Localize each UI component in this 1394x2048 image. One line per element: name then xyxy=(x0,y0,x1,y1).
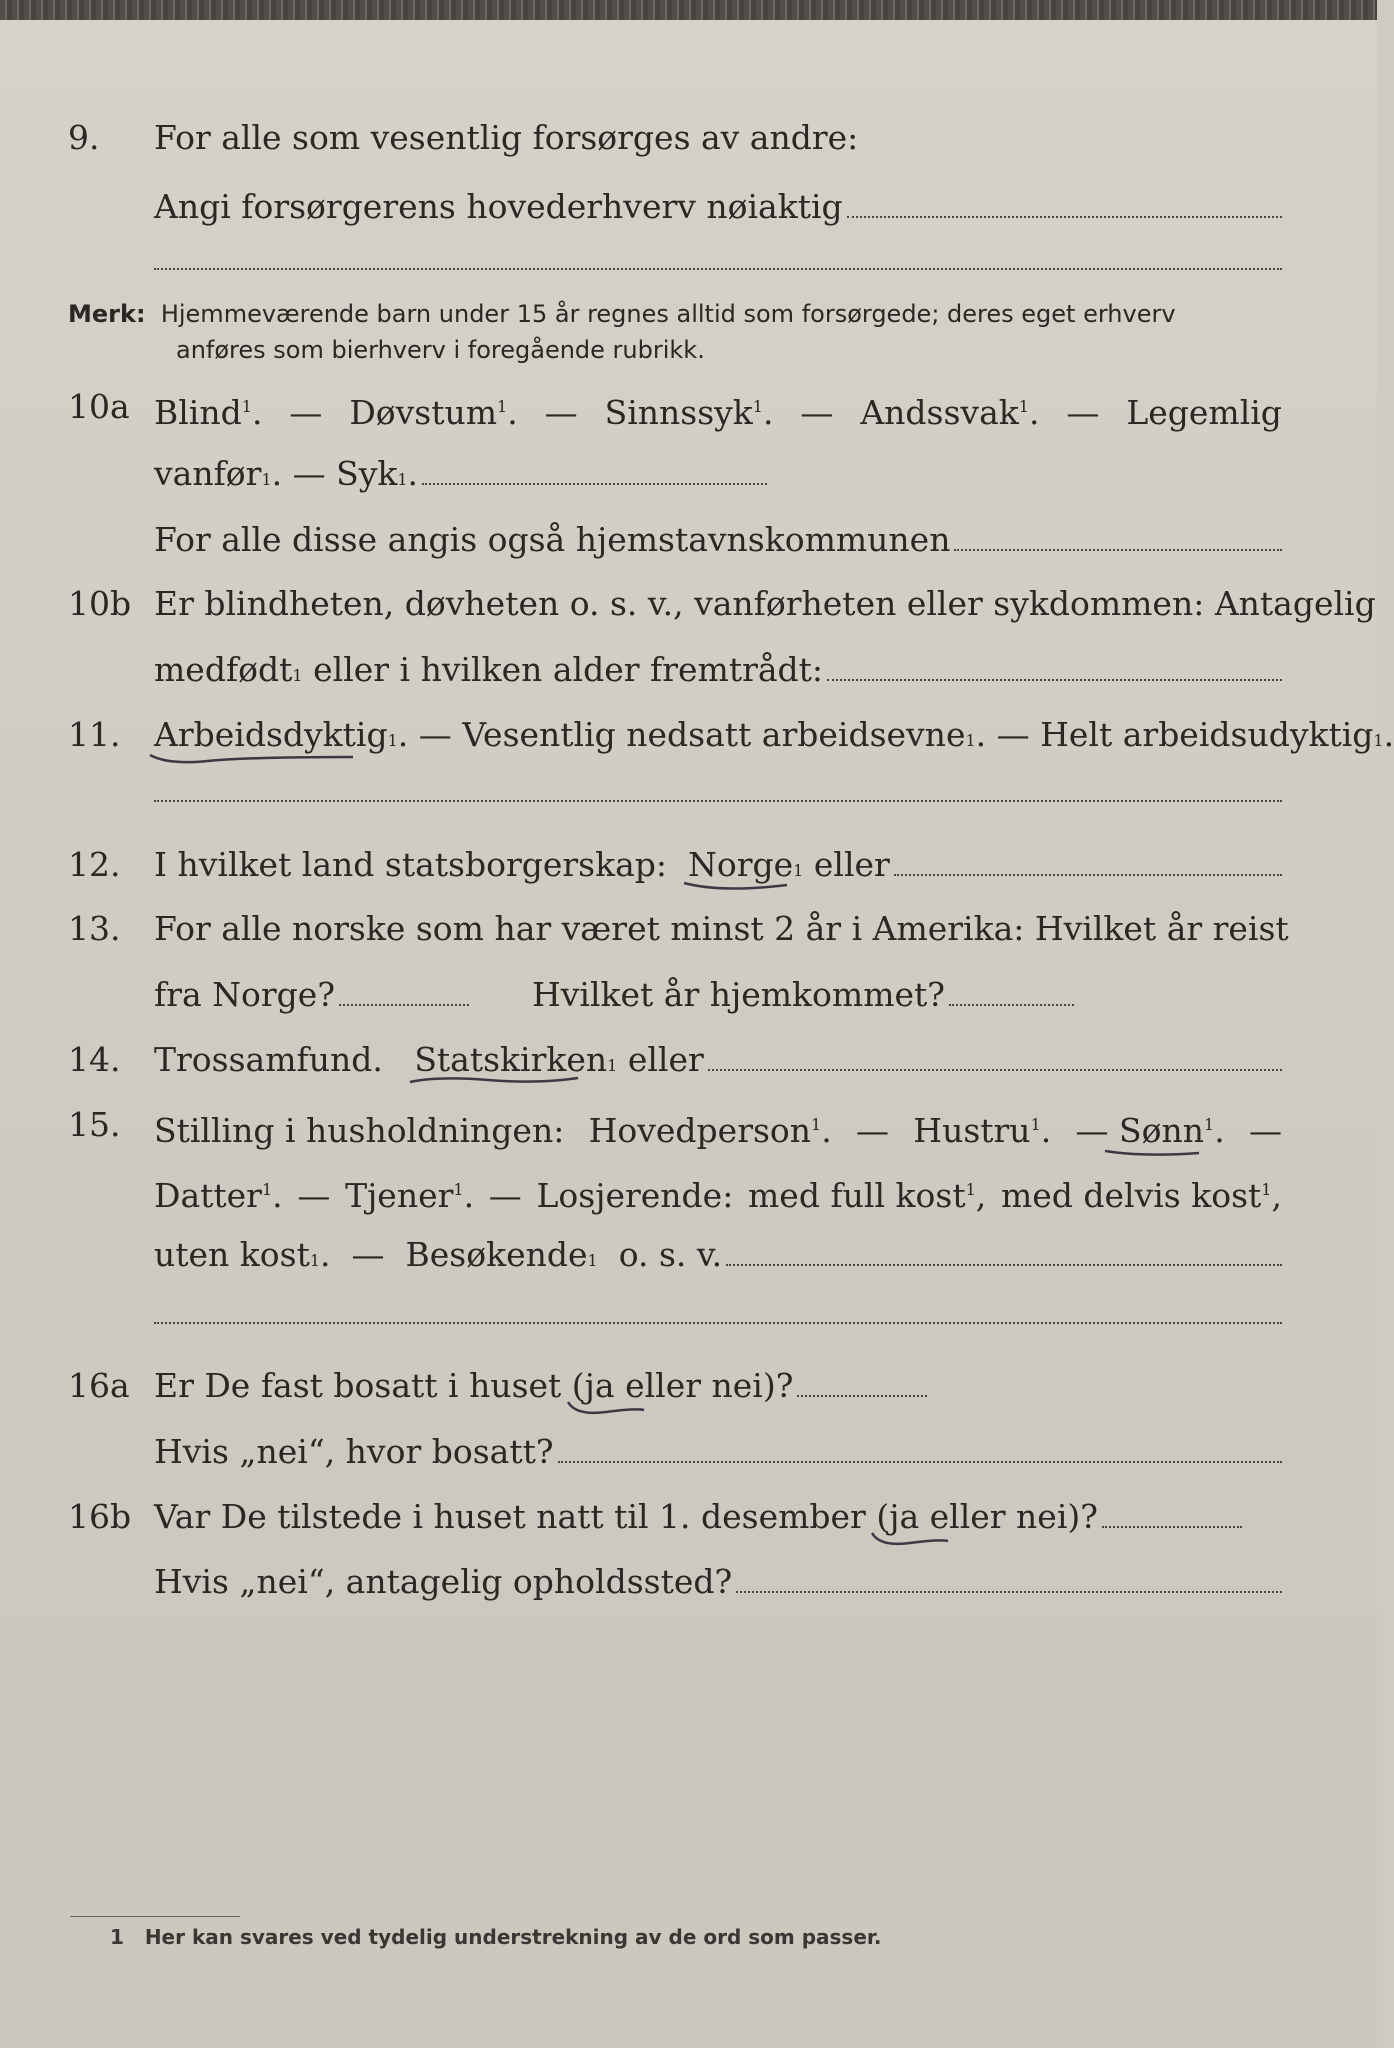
footnote-mark: 1 xyxy=(110,1925,124,1949)
q10a-blind[interactable]: Blind xyxy=(154,393,242,432)
q10a-answer-field[interactable] xyxy=(422,455,767,485)
q10a-syk[interactable]: Syk xyxy=(336,454,398,493)
q15-hovedperson[interactable]: Hovedperson xyxy=(588,1111,812,1150)
q10a-dovstum[interactable]: Døvstum xyxy=(349,393,498,432)
merk-text-1: Hjemmeværende barn under 15 år regnes alltid som forsørgede; deres eget erhverv xyxy=(160,300,1176,328)
merk-label: Merk: xyxy=(68,300,146,328)
q10a-legemlig[interactable]: Legemlig xyxy=(1126,393,1282,432)
handwritten-underline-icon xyxy=(566,1400,646,1420)
q15-extra-answer-line[interactable] xyxy=(154,1322,1282,1324)
q10b-answer-field[interactable] xyxy=(827,651,1282,681)
q13-hjemkommet: Hvilket år hjemkommet? xyxy=(531,975,945,1014)
q12-eller: eller xyxy=(813,845,890,884)
q15-hustru[interactable]: Hustru xyxy=(913,1111,1031,1150)
q16b-hvis-nei: Hvis „nei“, antagelig opholdssted? xyxy=(154,1562,733,1601)
q16b-answer-field[interactable] xyxy=(1102,1498,1242,1528)
q16a-bosatt-field[interactable] xyxy=(558,1433,1282,1463)
q16b-ja[interactable]: (ja xyxy=(876,1495,919,1539)
handwritten-underline-icon xyxy=(682,879,792,899)
q11-number: 11. xyxy=(68,715,121,754)
q13-hjemkommet-field[interactable] xyxy=(949,976,1074,1006)
q16b-question: Var De tilstede i huset natt til 1. desember xyxy=(154,1497,866,1536)
q11-answer-line[interactable] xyxy=(154,800,1282,802)
torn-top-edge xyxy=(0,0,1377,20)
q15-datter[interactable]: Datter xyxy=(154,1176,262,1215)
q14-answer-field[interactable] xyxy=(708,1041,1282,1071)
q9-extra-answer-line[interactable] xyxy=(154,268,1282,270)
merk-note xyxy=(68,296,1282,368)
q14-statskirken[interactable]: Statskirken xyxy=(414,1038,607,1082)
q12-number: 12. xyxy=(68,845,121,884)
q14-eller: eller xyxy=(627,1040,704,1079)
q15-answer-field[interactable] xyxy=(726,1236,1282,1266)
q15-stilling: Stilling i husholdningen: xyxy=(154,1111,565,1150)
q16a-eller-nei: eller nei)? xyxy=(625,1366,794,1405)
q10a-sinnssyk[interactable]: Sinnssyk xyxy=(604,393,753,432)
q13-reist-field[interactable] xyxy=(339,976,469,1006)
q10a-hjemstavn-field[interactable] xyxy=(954,521,1282,551)
q9-instruction: Angi forsørgerens hovederhverv nøiaktig xyxy=(154,187,843,226)
q15-number: 15. xyxy=(68,1105,121,1144)
q13-number: 13. xyxy=(68,909,121,948)
q12-question: I hvilket land statsborgerskap: xyxy=(154,845,668,884)
q16a-question: Er De fast bosatt i huset xyxy=(154,1366,562,1405)
handwritten-underline-icon xyxy=(870,1531,950,1551)
q13-question: For alle norske som har været minst 2 år i Amerika: Hvilket år reist xyxy=(154,909,1289,948)
q14-number: 14. xyxy=(68,1040,121,1079)
q15-uten-kost[interactable]: uten kost xyxy=(154,1235,310,1274)
q9-question: For alle som vesentlig forsørges av andre: xyxy=(154,118,859,157)
q12-norge[interactable]: Norge xyxy=(688,843,793,887)
q12-answer-field[interactable] xyxy=(894,846,1282,876)
q15-delvis-kost[interactable]: med delvis kost xyxy=(1000,1176,1262,1215)
q10a-hjemstavn: For alle disse angis også hjemstavnskommunen xyxy=(154,520,951,559)
q10a-number: 10a xyxy=(68,387,130,426)
q11-vesentlig[interactable]: . — Vesentlig nedsatt arbeidsevne xyxy=(397,715,966,754)
q16b-number: 16b xyxy=(68,1497,132,1536)
q16a-number: 16a xyxy=(68,1366,130,1405)
q16b-opholdssted-field[interactable] xyxy=(736,1563,1282,1593)
q16a-ja[interactable]: (ja xyxy=(572,1364,615,1408)
footnote-rule xyxy=(70,1916,240,1917)
merk-text-2: anføres som bierhverv i foregående rubrikk. xyxy=(176,336,705,364)
q16a-hvis-nei: Hvis „nei“, hvor bosatt? xyxy=(154,1432,554,1471)
census-form-page: 9. For alle som vesentlig forsørges av andre: Angi forsørgerens hovederhverv nøiaktig Merk: Hjemmeværende barn under 15 år regnes alltid som forsørgede; deres eget erhverv anføres som bierhverv i foregående rubrikk. 10a Blind$^1$. — Døvstum$^1$. — Sinnssyk$^1$. — Andssvak$^1$. — Legemlig vanfør 1 . — Syk 1 . For alle disse angis også hjemstavnskommunen 10b Er blindheten, døvheten o. s. v., vanførheten eller sykdommen: Antagelig medfødt 1 eller i hvilken alder fremtrådt: 11. Arbeidsdyktig 1 . — Vesentlig nedsatt arbeidsevne 1 . — Helt arbeidsudyktig 1 . 12. I hvilket land statsborgerskap: Norge 1 eller 13. For alle norske som har været minst 2 år i Amerika: Hvilket år reist fra Norge? Hvilket år hjemkommet? 14. Trossamfund. Statskirken 1 eller 15. Stilling i husholdningen: Hovedperson$^1$. — Hustru$^1$. — Sønn $^1$. — Datter$^1$. — Tjener$^1$. — Losjerende: med full kost$^1$, med delvis kost$^1$, uten kost 1 . — Besøkende 1 o. s. v. 16a Er De fast bosatt i huset (ja eller nei)? Hvis „nei“, hvor bosatt? 16b Var De tilstede i huset natt til 1. desember (ja eller nei)? Hvis „nei“, antagelig opholdssted? 1 Her kan svares ved tydelig understrekning av de ord som passer. xyxy=(0,0,1377,2048)
q9-number: 9. xyxy=(68,118,100,157)
handwritten-underline-icon xyxy=(408,1074,583,1094)
q15-osv: o. s. v. xyxy=(618,1235,723,1274)
q11-arbeidsdyktig[interactable]: Arbeidsdyktig xyxy=(154,713,388,757)
q15-tjener[interactable]: Tjener xyxy=(345,1176,454,1215)
q13-fra-norge: fra Norge? xyxy=(154,975,336,1014)
q10b-question: Er blindheten, døvheten o. s. v., vanførheten eller sykdommen: Antagelig xyxy=(154,584,1376,623)
q10a-andssvak[interactable]: Andssvak xyxy=(860,393,1019,432)
q16a-answer-field[interactable] xyxy=(797,1367,927,1397)
footnote xyxy=(110,1925,882,1949)
q14-trossamfund: Trossamfund. xyxy=(154,1040,383,1079)
handwritten-underline-icon xyxy=(148,749,358,769)
q11-helt[interactable]: . — Helt arbeidsudyktig xyxy=(975,715,1374,754)
q10b-number: 10b xyxy=(68,584,132,623)
q9-answer-field[interactable] xyxy=(847,188,1282,218)
q15-sonn[interactable]: Sønn xyxy=(1109,1109,1204,1153)
q15-losjerende: Losjerende: xyxy=(536,1176,734,1215)
q15-besokende[interactable]: Besøkende xyxy=(405,1235,588,1274)
q16b-eller-nei: eller nei)? xyxy=(929,1497,1098,1536)
q10b-medfodt[interactable]: medfødt xyxy=(154,650,293,689)
footnote-text: Her kan svares ved tydelig understrekning av de ord som passer. xyxy=(144,1925,882,1949)
q10b-alder: eller i hvilken alder fremtrådt: xyxy=(313,650,824,689)
handwritten-underline-icon xyxy=(1103,1145,1203,1165)
q15-full-kost[interactable]: med full kost xyxy=(748,1176,966,1215)
q10a-vanfor[interactable]: vanfør xyxy=(154,454,262,493)
